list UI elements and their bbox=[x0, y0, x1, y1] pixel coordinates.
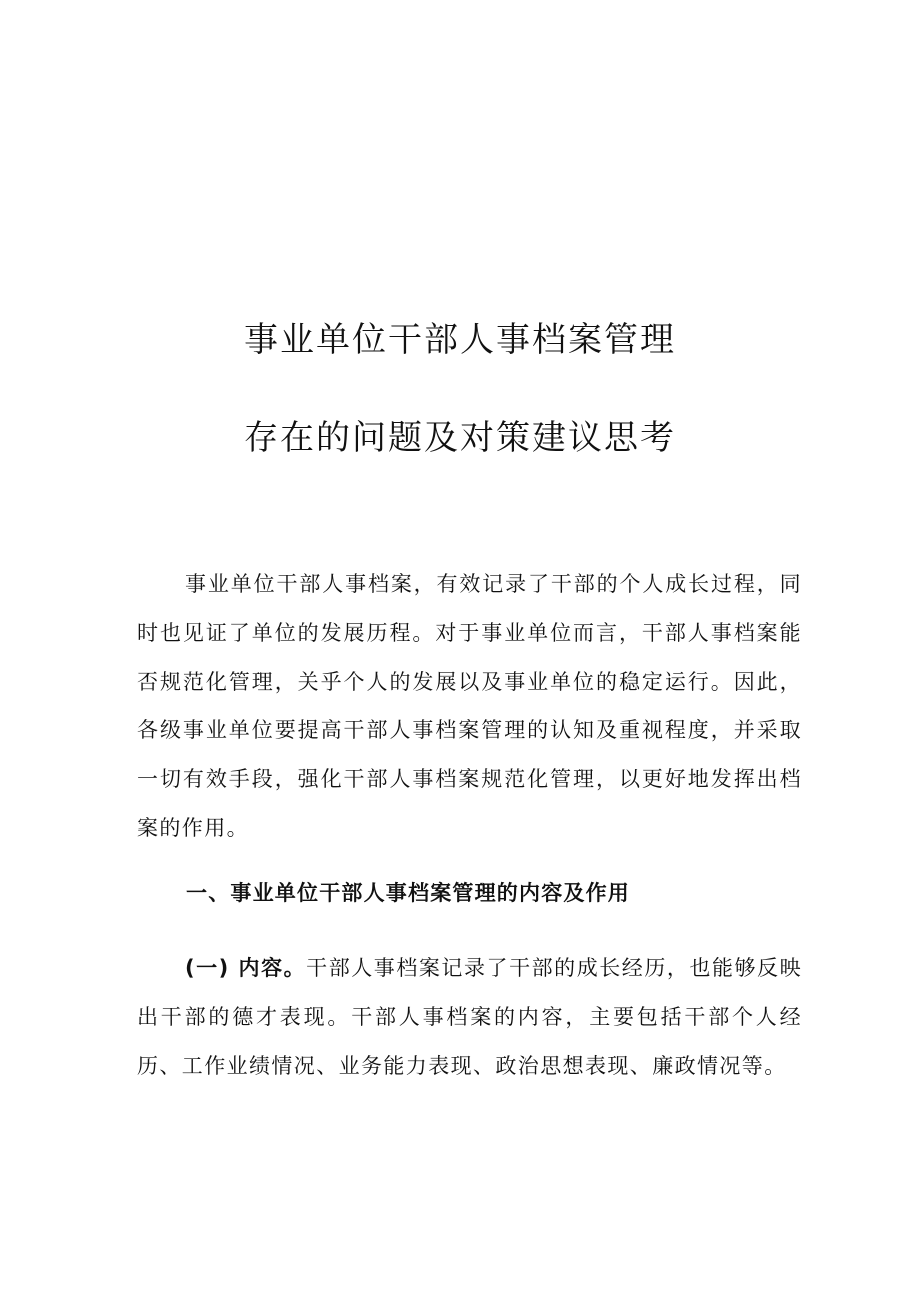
document-title-line-1: 事业单位干部人事档案管理 bbox=[244, 320, 676, 360]
subsection-paragraph bbox=[137, 944, 802, 1090]
intro-paragraph: 事业单位干部人事档案，有效记录了干部的个人成长过程，同时也见证了单位的发展历程。对于事业单位而言，干部人事档案能否规范化管理，关乎个人的发展以及事业单位的稳定运行。因此，各级事业单位要提高干部人事档案管理的认知及重视程度，并采取一切有效手段，强化干部人事档案规范化管理，以更好地发挥出档案的作用。 bbox=[137, 572, 802, 840]
section-heading: 一、事业单位干部人事档案管理的内容及作用 bbox=[186, 881, 630, 905]
subsection-text: 干部人事档案记录了干部的成长经历，也能够反映出干部的德才表现。干部人事档案的内容，主要包括干部个人经历、工作业绩情况、业务能力表现、政治思想表现、廉政情况等。 bbox=[137, 956, 802, 1078]
subsection-lead: (一) 内容。 bbox=[185, 956, 307, 980]
document-title-line-2: 存在的问题及对策建议思考 bbox=[244, 418, 676, 458]
